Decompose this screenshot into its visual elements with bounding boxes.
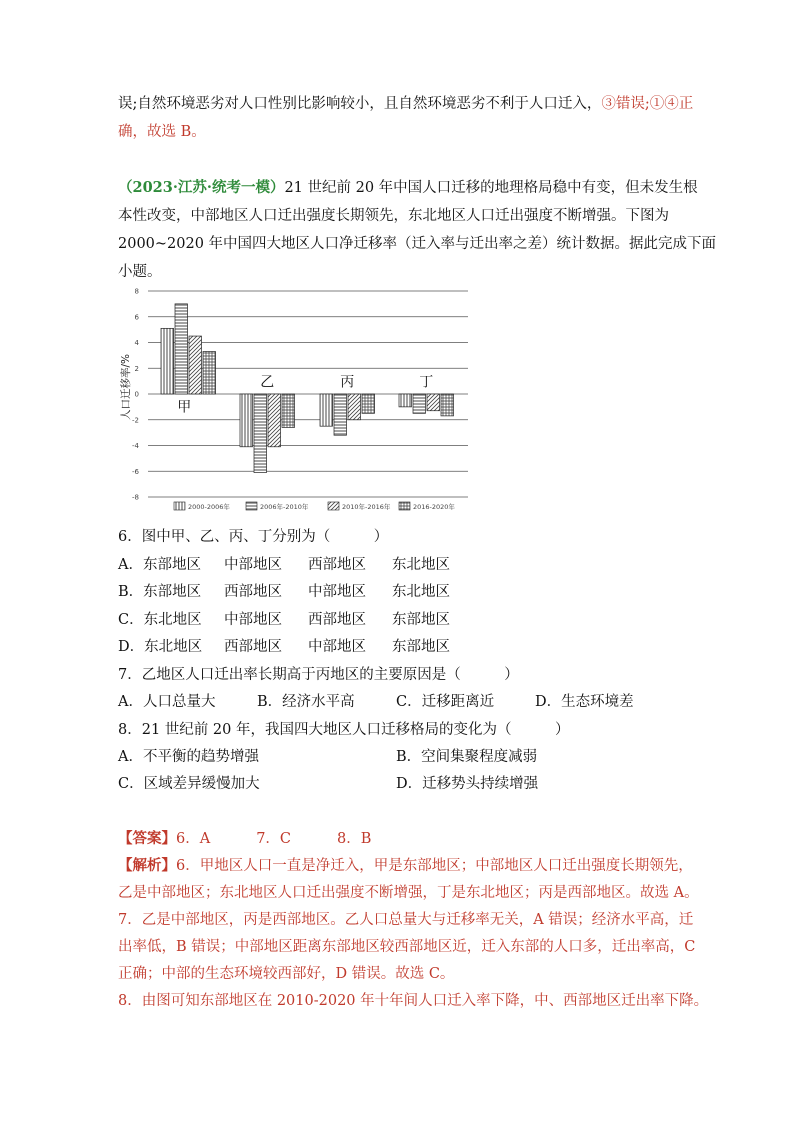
question-line-2: 本性改变，中部地区人口迁出强度长期领先，东北地区人口迁出强度不断增强。下图为 (118, 208, 669, 224)
intro-line-2: 确，故选 B。 (118, 124, 206, 140)
q6-option-a-2: 中部地区 (224, 557, 282, 573)
bar-乙-3 (282, 394, 295, 427)
category-label: 甲 (177, 399, 192, 416)
question-source: （2023·江苏·统考一模） (118, 179, 285, 196)
q8-option-b: B．空间集聚程度减弱 (396, 749, 538, 765)
chart-y-axis-label: 人口迁移率/% (120, 353, 132, 421)
bar-甲-2 (189, 336, 202, 394)
q7-option-a: A．人口总量大 (118, 694, 216, 710)
q6-option-a-3: 西部地区 (308, 557, 366, 573)
bar-丁-0 (399, 394, 412, 407)
legend-swatch (246, 502, 257, 510)
legend-swatch (328, 502, 339, 510)
y-tick-label: -8 (132, 493, 139, 502)
bar-乙-2 (268, 394, 281, 447)
bar-丁-1 (413, 394, 426, 413)
chart-legend (174, 502, 455, 511)
intro-line-1-red: ③错误;①④正 (601, 96, 694, 112)
bar-丙-2 (348, 394, 361, 420)
answer-label: 【答案】 (118, 830, 176, 847)
question-line-4: 小题。 (118, 264, 162, 280)
y-tick-label: 0 (134, 390, 139, 399)
intro-line-1 (118, 93, 693, 115)
migration-bar-chart (118, 283, 478, 523)
answer-8: 8．B (337, 831, 372, 847)
legend-swatch (399, 502, 410, 510)
q6-stem: 6．图中甲、乙、丙、丁分别为（ ） (118, 529, 389, 545)
question-line-3: 2000~2020 年中国四大地区人口净迁移率（迁入率与迁出率之差）统计数据。据此完成下面 (118, 236, 717, 252)
y-tick-label: 4 (134, 339, 139, 347)
y-tick-label: 6 (134, 313, 139, 322)
analysis-line-5: 正确；中部的生态环境较西部好，D 错误。故选 C。 (118, 966, 455, 982)
q6-option-c-3: 西部地区 (308, 612, 366, 628)
answer-7: 7．C (256, 831, 292, 847)
q6-option-a-4: 东北地区 (392, 557, 450, 573)
q6-option-b-4: 东北地区 (392, 584, 450, 600)
analysis-line-1 (118, 855, 693, 877)
intro-line-1-text: 误;自然环境恶劣对人口性别比影响较小，且自然环境恶劣不利于人口迁入， (118, 96, 602, 112)
q6-option-c-2: 中部地区 (224, 612, 282, 628)
legend-label: 2016-2020年 (413, 503, 455, 511)
legend-label: 2006年-2010年 (260, 503, 309, 511)
answer-line (118, 828, 371, 850)
analysis-line-3: 7．乙是中部地区，丙是西部地区。乙人口总量大与迁移率无关，A 错误；经济水平高，迁 (118, 912, 694, 928)
answer-6: 6．A (176, 831, 211, 847)
category-label: 乙 (260, 374, 275, 391)
q6-option-c-4: 东部地区 (392, 612, 450, 628)
q6-option-d-4: 东部地区 (392, 639, 450, 655)
analysis-line-6: 8．由图可知东部地区在 2010-2020 年十年间人口迁入率下降，中、西部地区迁出率下降。 (118, 993, 709, 1009)
analysis-label: 【解析】 (118, 857, 176, 874)
y-tick-label: 8 (134, 287, 139, 296)
category-label: 丁 (419, 374, 434, 391)
q7-stem: 7．乙地区人口迁出率长期高于丙地区的主要原因是（ ） (118, 667, 519, 683)
bar-甲-1 (175, 304, 188, 394)
q6-option-d-1: D．东北地区 (118, 639, 203, 655)
category-label: 丙 (340, 374, 355, 391)
bar-甲-3 (203, 352, 216, 394)
q6-option-d-2: 西部地区 (224, 639, 282, 655)
y-tick-label: 2 (134, 364, 139, 373)
chart-y-ticks (132, 288, 140, 502)
y-tick-label: -4 (132, 442, 139, 450)
bar-丁-2 (427, 394, 440, 411)
q6-option-d-3: 中部地区 (308, 639, 366, 655)
y-tick-label: -6 (132, 467, 139, 476)
q8-stem: 8．21 世纪前 20 年，我国四大地区人口迁移格局的变化为（ ） (118, 722, 570, 738)
bar-丙-3 (362, 394, 375, 413)
question-text-1: 21 世纪前 20 年中国人口迁移的地理格局稳中有变，但未发生根 (284, 180, 698, 196)
q7-option-c: C．迁移距离近 (396, 694, 495, 710)
q7-option-b: B．经济水平高 (257, 694, 355, 710)
question-line-1 (118, 177, 698, 199)
bar-甲-0 (161, 328, 174, 394)
q6-option-b-1: B．东部地区 (118, 584, 202, 600)
chart-bars (161, 304, 454, 473)
q8-option-c: C．区域差异缓慢加大 (118, 776, 260, 792)
bar-丁-3 (441, 394, 454, 416)
q6-option-c-1: C．东北地区 (118, 612, 202, 628)
analysis-text-1: 6．甲地区人口一直是净迁入，甲是东部地区；中部地区人口迁出强度长期领先， (176, 858, 693, 874)
bar-丙-1 (334, 394, 347, 435)
analysis-line-2: 乙是中部地区；东北地区人口迁出强度不断增强，丁是东北地区；丙是西部地区。故选 A。 (118, 885, 699, 901)
bar-乙-1 (254, 394, 267, 473)
legend-label: 2000-2006年 (188, 503, 230, 511)
q6-option-a-1: A．东部地区 (118, 557, 201, 573)
q8-option-a: A．不平衡的趋势增强 (118, 749, 259, 765)
analysis-line-4: 出率低，B 错误；中部地区距离东部地区较西部地区近，迁入东部的人口多，迁出率高，C (118, 939, 696, 955)
q7-option-d: D．生态环境差 (535, 694, 634, 710)
q6-option-b-3: 中部地区 (308, 584, 366, 600)
legend-label: 2010年-2016年 (342, 503, 391, 511)
bar-乙-0 (240, 394, 253, 447)
y-tick-label: -2 (132, 416, 139, 425)
q6-option-b-2: 西部地区 (224, 584, 282, 600)
bar-丙-0 (320, 394, 333, 426)
legend-swatch (174, 502, 185, 510)
q8-option-d: D．迁移势头持续增强 (396, 776, 539, 792)
